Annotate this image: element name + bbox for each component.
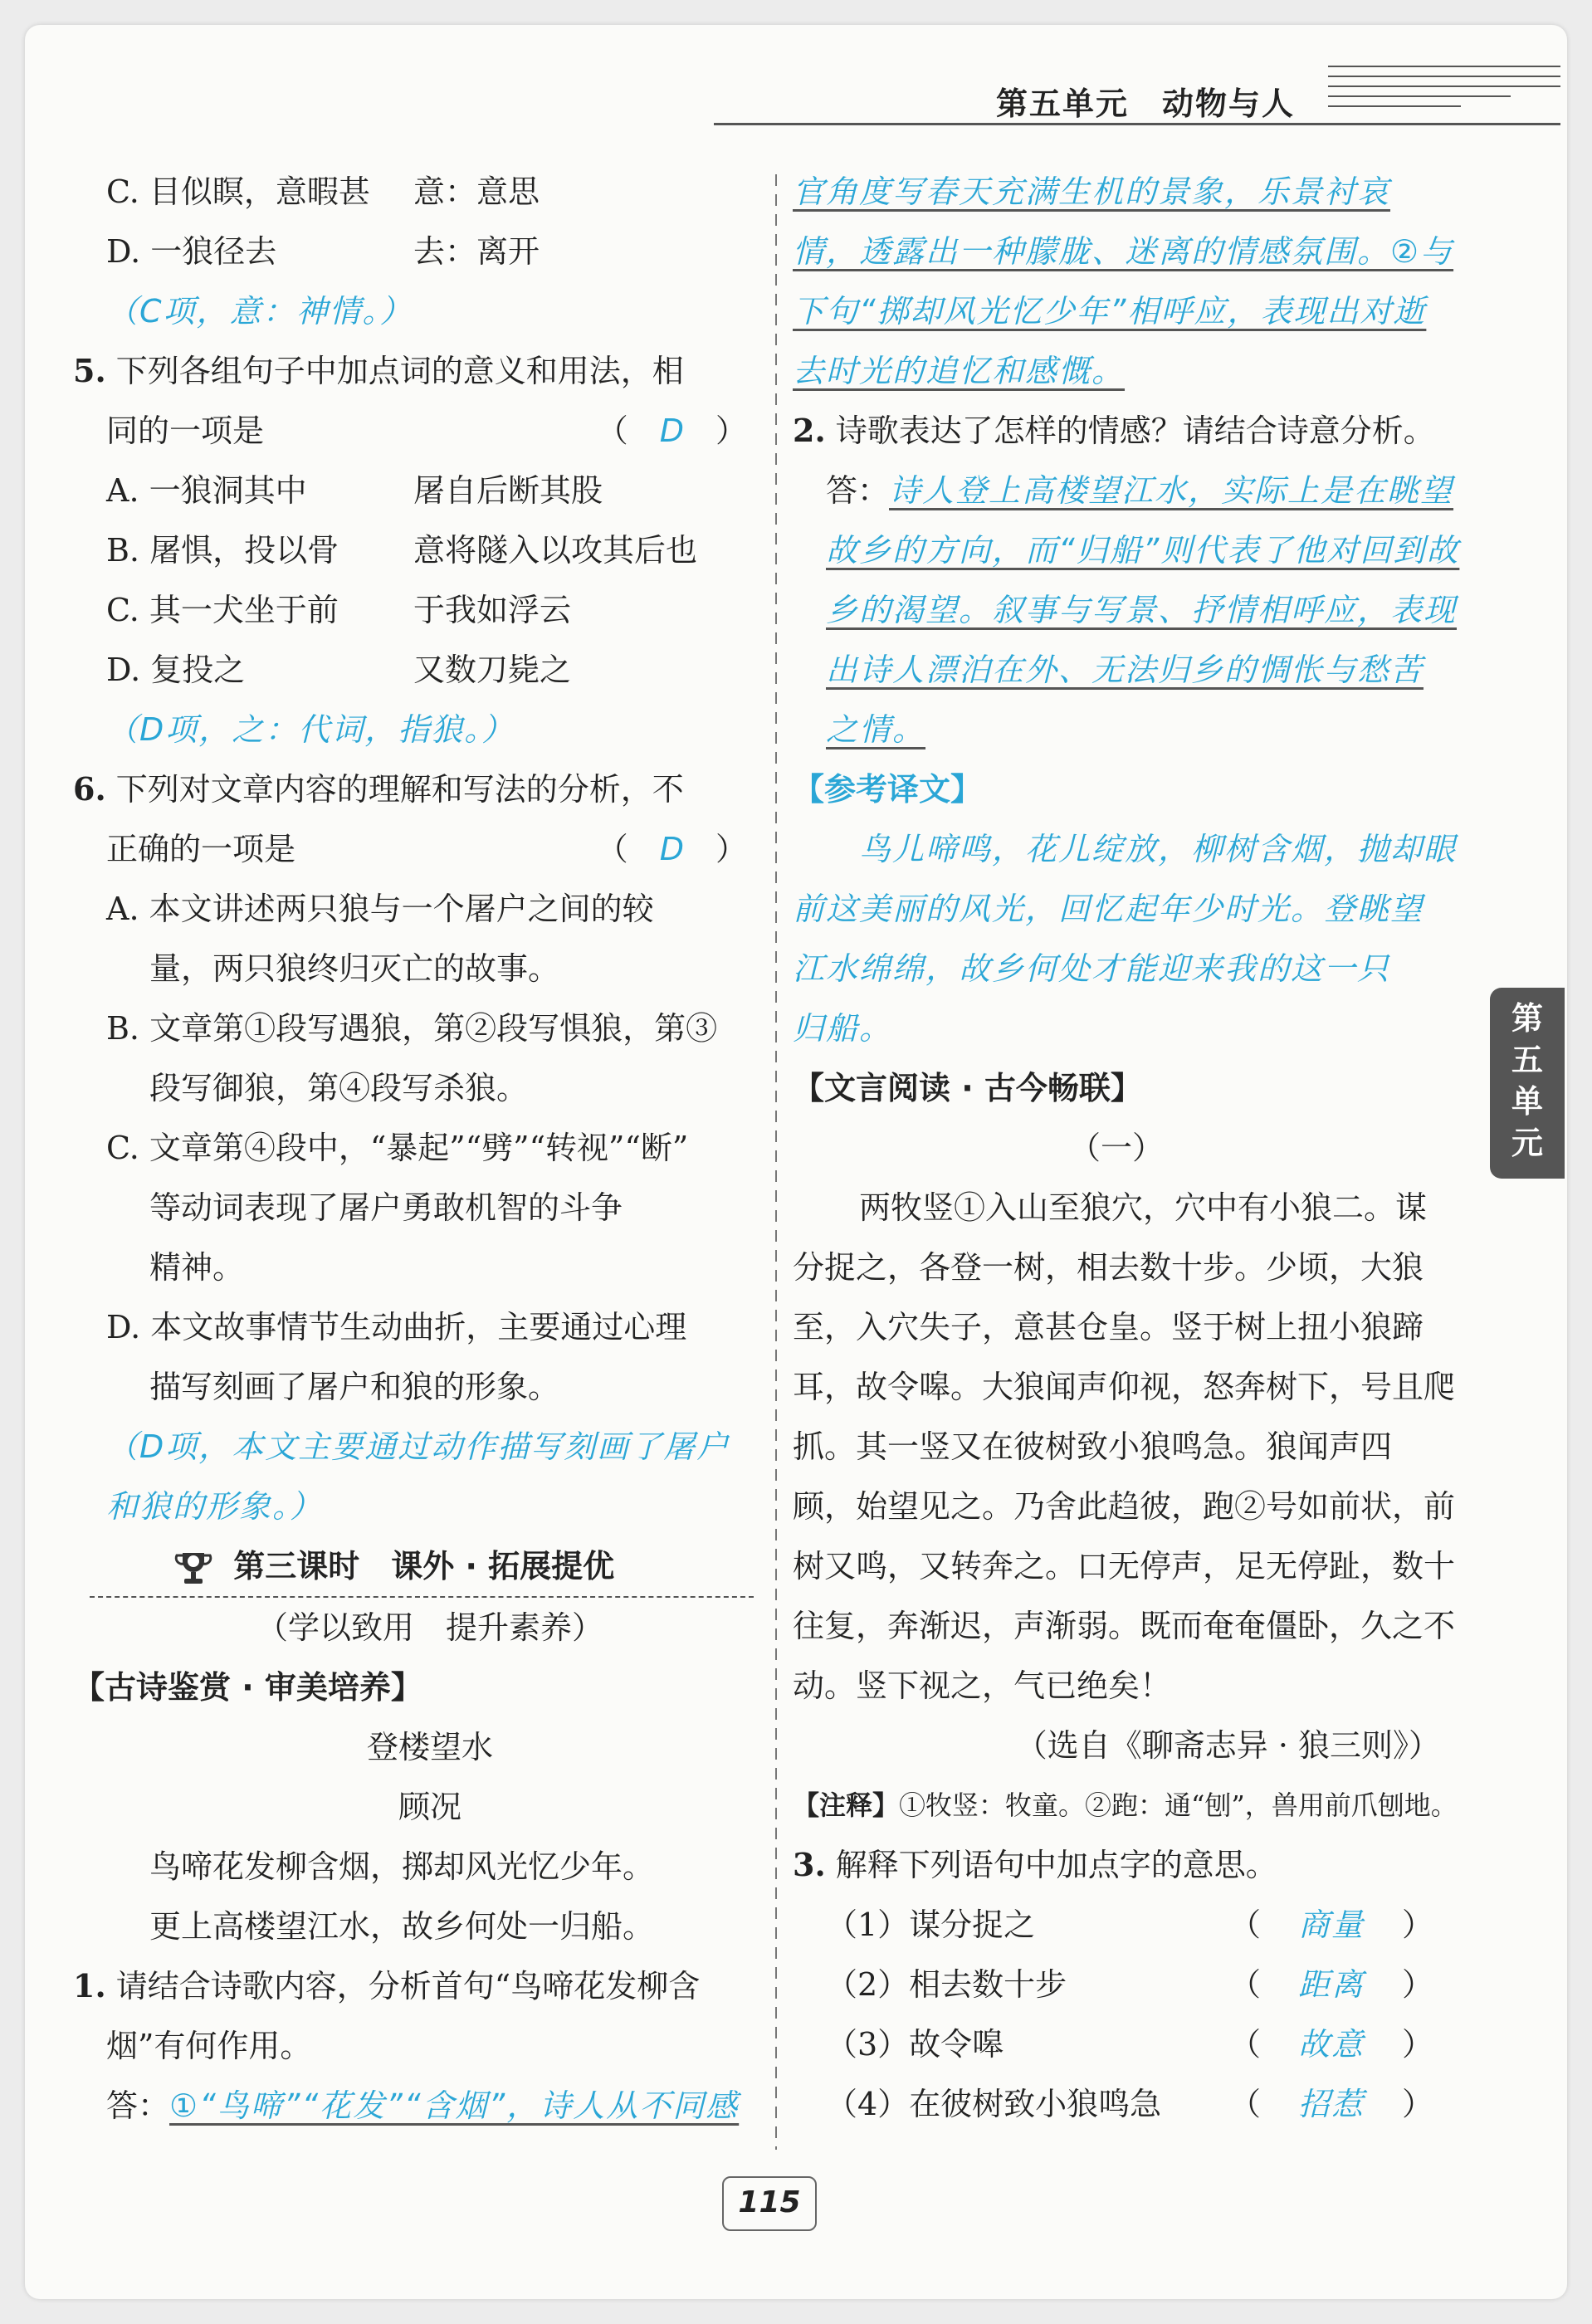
option-line: A. 本文讲述两只狼与一个屠户之间的较	[106, 891, 654, 927]
passage-line: 至，入穴失子，意甚仓皇。竖于树上扭小狼蹄	[793, 1309, 1424, 1345]
option-line: A. 一狼洞其中 屠自后断其股	[106, 472, 603, 509]
unit-side-tab-label: 第五单元	[1511, 1000, 1543, 1161]
poem-line: 鸟啼花发柳含烟，掷却风光忆少年。	[149, 1848, 655, 1885]
option-line: B. 文章第①段写遇狼，第②段写惧狼，第③	[106, 1010, 718, 1047]
answer-note: （D项，本文主要通过动作描写刻画了屠户	[106, 1428, 730, 1465]
answer-line: 去时光的追忆和感慨。	[793, 353, 1126, 389]
translation-line: 鸟儿啼鸣，花儿绽放，柳树含烟，抛却眼	[859, 831, 1458, 867]
passage-line: 耳，故令嗥。大狼闻声仰视，怒奔树下，号且爬	[793, 1369, 1456, 1405]
q3-item: （4）在彼树致小狼鸣急 （ 招惹 ）	[793, 2074, 1440, 2134]
unit-title: 第五单元 动物与人	[996, 85, 1296, 122]
lesson-subtitle: （学以致用 提升素养）	[256, 1609, 603, 1646]
answer-note: 和狼的形象。）	[106, 1488, 324, 1525]
option-line: D. 本文故事情节生动曲折，主要通过心理	[106, 1309, 687, 1345]
option-line: B. 屠惧，投以骨 意将隧入以攻其后也	[106, 532, 698, 569]
q3-answer: 招惹	[1297, 2086, 1365, 2122]
question-3: 3. 解释下列语句中加点字的意思。	[793, 1846, 1277, 1883]
trophy-icon	[173, 1548, 214, 1589]
passage-notes: 【注释】①牧竖：牧童。②跑：通“刨”，兽用前爪刨地。	[793, 1789, 1458, 1821]
passage-line: 树又鸣，又转奔之。口无停声，足无停趾，数十	[793, 1548, 1456, 1584]
option-line: 精神。	[149, 1249, 245, 1286]
section-heading: 【参考译文】	[793, 771, 983, 808]
question-1: 1. 请结合诗歌内容，分析首句“鸟啼花发柳含	[73, 1967, 701, 2004]
unit-side-tab[interactable]	[1490, 988, 1565, 1179]
answer-line: 答：①“鸟啼”“花发”“含烟”，诗人从不同感	[106, 2087, 740, 2124]
question-2: 2. 诗歌表达了怎样的情感？请结合诗意分析。	[793, 412, 1435, 449]
answer-line: 下句“掷却风光忆少年”相呼应，表现出对逝	[793, 293, 1427, 330]
q3-item: （1）谋分捉之 （ 商量 ）	[793, 1895, 1440, 1955]
answer-note: （D项，之：代词，指狼。）	[106, 711, 515, 748]
answer-note: （C项，意：神情。）	[106, 293, 413, 330]
question-5-cont: 同的一项是 （ D ）	[106, 401, 754, 461]
passage-part: （一）	[1068, 1130, 1164, 1166]
translation-line: 归船。	[793, 1010, 893, 1047]
option-line: 量，两只狼终归灭亡的故事。	[149, 950, 560, 987]
answer-line: 答：诗人登上高楼望江水，实际上是在眺望	[826, 472, 1454, 509]
passage-line: 顾，始望见之。乃舍此趋彼，跑②号如前状，前	[793, 1488, 1456, 1525]
answer-line: 之情。	[826, 711, 926, 748]
question-6: 6. 下列对文章内容的理解和写法的分析，不	[73, 770, 684, 808]
answer-bracket: （ D ）	[596, 413, 747, 449]
answer-line: 故乡的方向，而“归船”则代表了他对回到故	[826, 532, 1460, 569]
option-line: D. 复投之 又数刀毙之	[106, 652, 572, 688]
passage-line: 两牧竖①入山至狼穴，穴中有小狼二。谋	[859, 1189, 1428, 1226]
answer-line: 出诗人漂泊在外、无法归乡的惆怅与愁苦	[826, 652, 1424, 688]
option-line: 段写御狼，第④段写杀狼。	[149, 1070, 529, 1106]
poem-line: 更上高楼望江水，故乡何处一归船。	[149, 1908, 655, 1945]
column-divider	[772, 174, 780, 2150]
option-line: D. 一狼径去 去：离开	[106, 233, 540, 270]
poem-title: 登楼望水	[366, 1729, 493, 1765]
section-heading: 【古诗鉴赏 · 审美培养】	[73, 1669, 422, 1706]
question-5: 5. 下列各组句子中加点词的意义和用法，相	[73, 352, 684, 389]
option-line: 等动词表现了屠户勇敢机智的斗争	[149, 1189, 623, 1226]
option-line: C. 其一犬坐于前 于我如浮云	[106, 592, 572, 628]
passage-source: （选自《聊斋志异 · 狼三则》）	[1015, 1727, 1440, 1764]
header-rule	[714, 123, 1560, 125]
answer-line: 官角度写春天充满生机的景象，乐景衬哀	[793, 173, 1391, 210]
poem-author: 顾况	[398, 1789, 461, 1825]
answer-line: 情，透露出一种朦胧、迷离的情感氛围。②与	[793, 233, 1454, 270]
passage-line: 抓。其一竖又在彼树致小狼鸣急。狼闻声四	[793, 1428, 1393, 1465]
header-decoration-lines	[1328, 58, 1560, 116]
left-column	[73, 162, 754, 2136]
page-header	[714, 50, 1560, 133]
passage-line: 动。竖下视之，气已绝矣！	[793, 1667, 1172, 1704]
q3-answer: 商量	[1297, 1907, 1365, 1943]
lesson-heading: 第三课时 课外 · 拓展提优	[90, 1536, 754, 1598]
option-line: 描写刻画了屠户和狼的形象。	[149, 1369, 560, 1405]
translation-line: 前这美丽的风光，回忆起年少时光。登眺望	[793, 891, 1424, 927]
q3-item: （3）故令嗥 （ 故意 ）	[793, 2014, 1440, 2074]
passage-line: 往复，奔渐迟，声渐弱。既而奄奄僵卧，久之不	[793, 1608, 1456, 1644]
section-heading: 【文言阅读 · 古今畅联】	[793, 1070, 1142, 1106]
option-line: C. 文章第④段中，“暴起”“劈”“转视”“断”	[106, 1130, 689, 1166]
q3-answer: 故意	[1297, 2026, 1365, 2063]
question-1-cont: 烟”有何作用。	[106, 2028, 312, 2064]
q3-item: （2）相去数十步 （ 距离 ）	[793, 1955, 1440, 2014]
question-6-cont: 正确的一项是 （ D ）	[106, 819, 754, 879]
page-number: 115	[722, 2176, 817, 2231]
answer-line: 乡的渴望。叙事与写景、抒情相呼应，表现	[826, 592, 1458, 628]
translation-line: 江水绵绵，故乡何处才能迎来我的这一只	[793, 950, 1391, 987]
option-line: C. 目似瞑，意暇甚 意：意思	[106, 173, 540, 210]
passage-line: 分捉之，各登一树，相去数十步。少顷，大狼	[793, 1249, 1424, 1286]
right-column	[793, 162, 1460, 2134]
q3-answer: 距离	[1297, 1966, 1365, 2003]
answer-bracket: （ D ）	[596, 831, 747, 867]
